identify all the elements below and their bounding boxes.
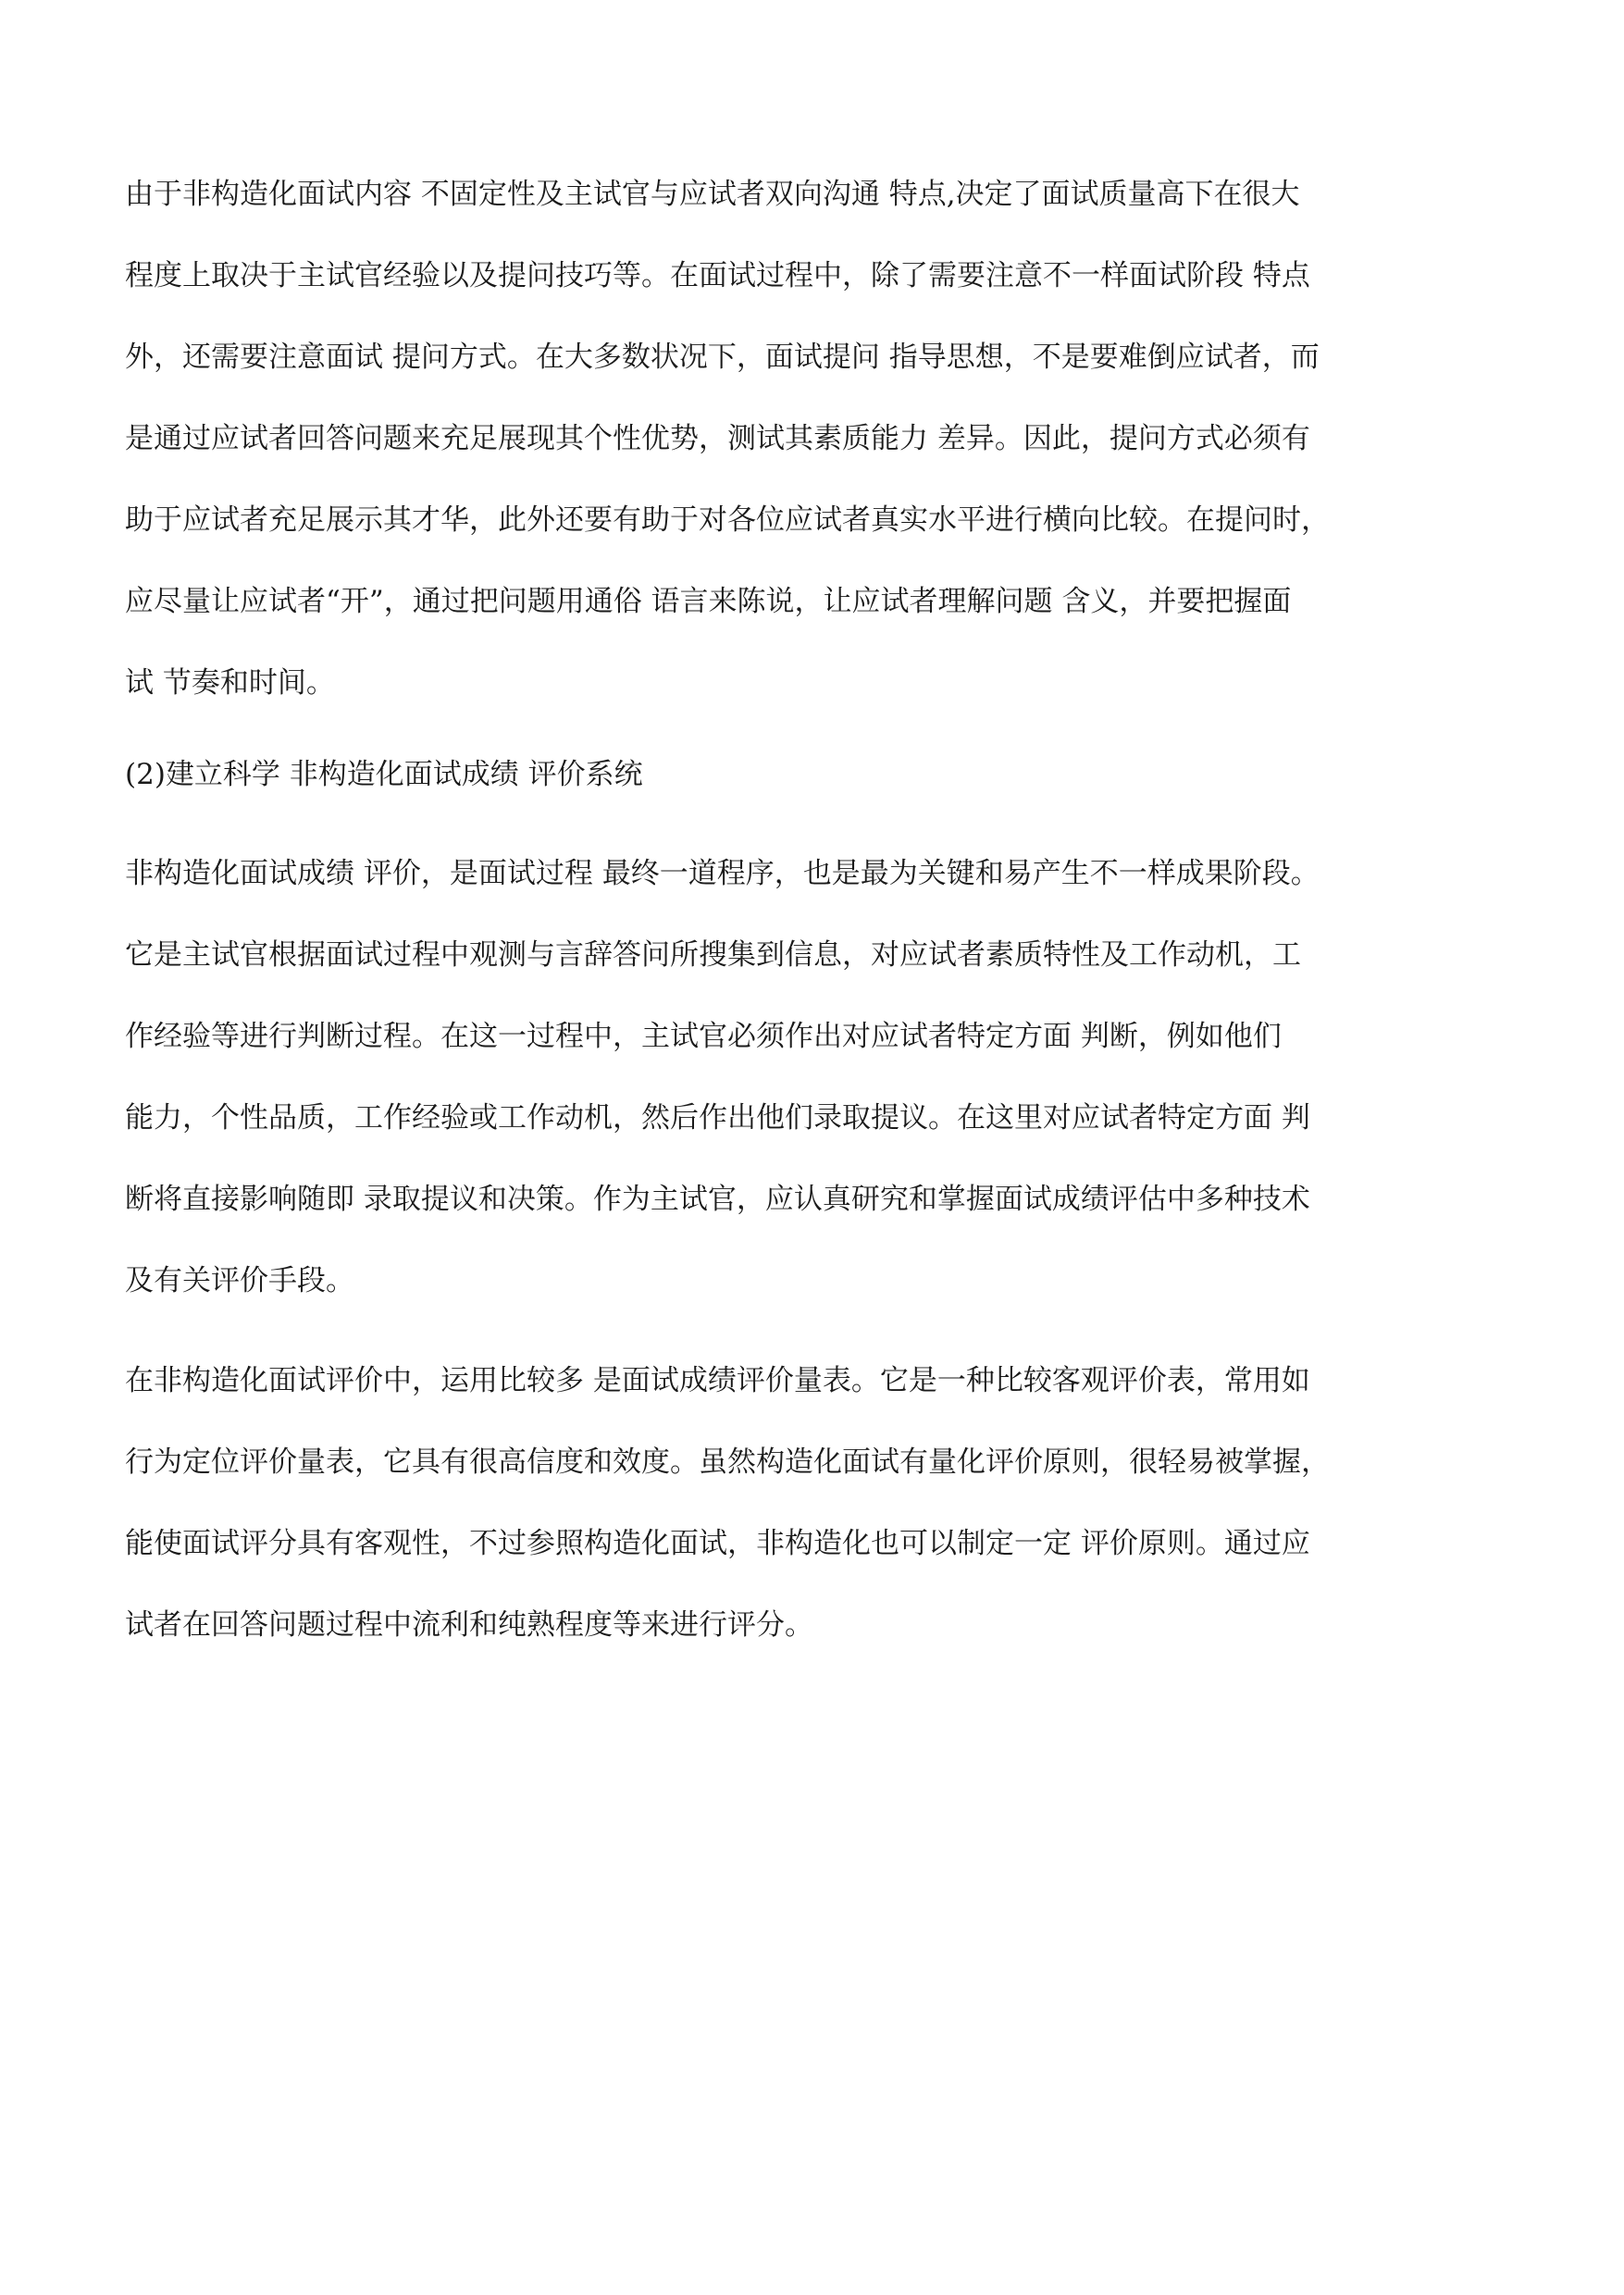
paragraph-3-line: 在非构造化面试评价中，运用比较多 是面试成绩评价量表。它是一种比较客观评价表，常用如 [125,1364,1310,1397]
paragraph-3-line: 行为定位评价量表，它具有很高信度和效度。虽然构造化面试有量化评价原则，很轻易被掌握， [125,1445,1330,1479]
paragraph-1-line: 是通过应试者回答问题来充足展现其个性优势，测试其素质能力 差异。因此，提问方式必须有 [125,422,1310,455]
paragraph-1-line: 助于应试者充足展示其才华，此外还要有助于对各位应试者真实水平进行横向比较。在提问时， [125,503,1330,537]
paragraph-1-line: 试 节奏和时间。 [125,666,335,700]
paragraph-2-line: 断将直接影响随即 录取提议和决策。作为主试官，应认真研究和掌握面试成绩评估中多种技术 [125,1183,1310,1216]
paragraph-2-line: 非构造化面试成绩 评价，是面试过程 最终一道程序，也是最为关键和易产生不一样成果阶段。 [125,857,1320,890]
paragraph-2-line: 它是主试官根据面试过程中观测与言辞答问所搜集到信息，对应试者素质特性及工作动机，工 [125,938,1301,972]
paragraph-2-line: 及有关评价手段。 [125,1264,354,1297]
paragraph-2-line: 能力，个性品质，工作经验或工作动机，然后作出他们录取提议。在这里对应试者特定方面 判 [125,1101,1310,1135]
paragraph-1-line: 应尽量让应试者“开”，通过把问题用通俗 语言来陈说，让应试者理解问题 含义，并要把握面 [125,585,1292,618]
paragraph-1-line: 外，还需要注意面试 提问方式。在大多数状况下，面试提问 指导思想，不是要难倒应试者，而 [125,341,1320,374]
paragraph-1-line: 程度上取决于主试官经验以及提问技巧等。在面试过程中，除了需要注意不一样面试阶段 特点 [125,259,1310,292]
section-heading: (2)建立科学 非构造化面试成绩 评价系统 [125,758,643,791]
paragraph-1-line: 由于非构造化面试内容 不固定性及主试官与应试者双向沟通 特点,决定了面试质量高下在很大 [125,178,1300,211]
paragraph-2-line: 作经验等进行判断过程。在这一过程中，主试官必须作出对应试者特定方面 判断，例如他们 [125,1020,1282,1053]
paragraph-3-line: 能使面试评分具有客观性，不过参照构造化面试，非构造化也可以制定一定 评价原则。通过应 [125,1527,1310,1560]
paragraph-3-line: 试者在回答问题过程中流利和纯熟程度等来进行评分。 [125,1608,813,1642]
